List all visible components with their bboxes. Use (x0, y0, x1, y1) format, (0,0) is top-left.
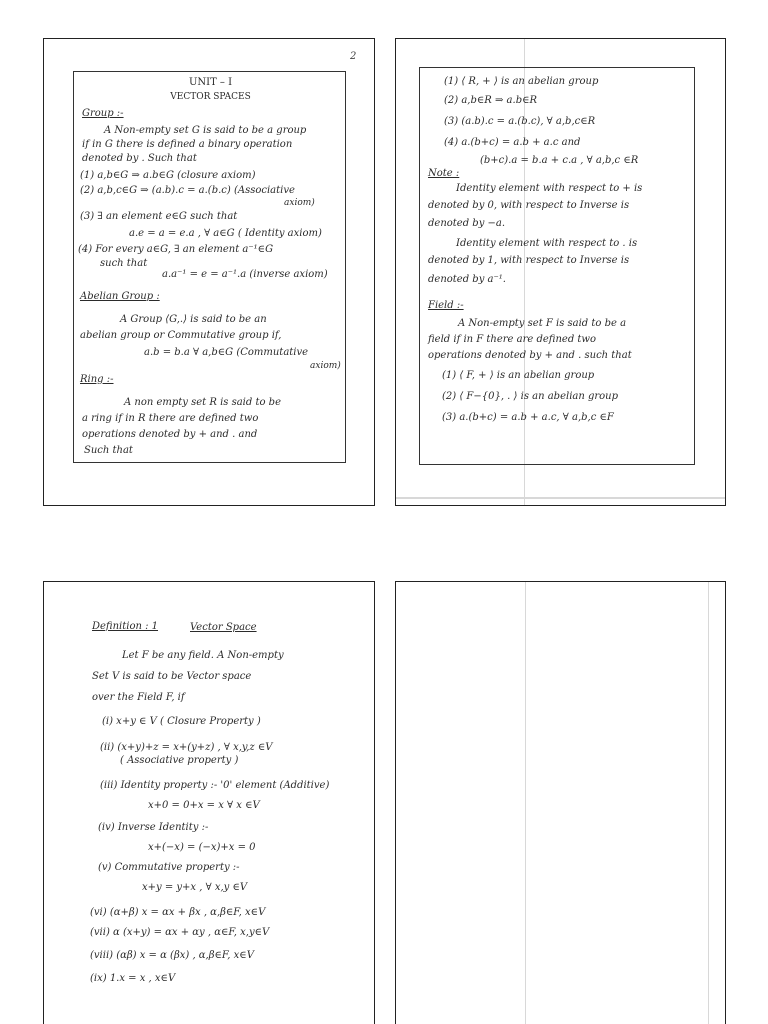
abelian-def-line: A Group ⟨G,.⟩ is said to be an (120, 314, 267, 325)
ring-def-line: a ring if in R there are defined two (82, 413, 259, 424)
property-line: (vii) α (x+y) = αx + αy , α∈F, x,y∈V (90, 927, 270, 938)
ring-axiom-line: (2) a,b∈R ⇒ a.b∈R (444, 95, 538, 106)
page-title: VECTOR SPACES (170, 92, 251, 102)
axiom-line: (2) a,b,c∈G ⇒ (a.b).c = a.(b.c) (Associative (80, 185, 295, 196)
axiom-line: such that (100, 258, 148, 269)
ring-axiom-line: (b+c).a = b.a + c.a , ∀ a,b,c ∈R (480, 155, 639, 166)
group-def-line: denoted by . Such that (82, 153, 197, 164)
ring-axiom-line: (3) (a.b).c = a.(b.c), ∀ a,b,c∈R (444, 116, 596, 127)
page-1 (43, 38, 375, 506)
property-line: x+y = y+x , ∀ x,y ∈V (142, 882, 248, 893)
field-line: operations denoted by + and . such that (428, 350, 632, 361)
property-line: x+0 = 0+x = x ∀ x ∈V (148, 800, 260, 811)
ring-def-line: operations denoted by + and . and (82, 429, 258, 440)
page-1-content-frame (73, 71, 346, 463)
abelian-def-line: axiom) (310, 361, 341, 371)
property-line: (viii) (αβ) x = α (βx) , α,β∈F, x∈V (90, 950, 254, 961)
field-line: (1) ⟨ F, + ⟩ is an abelian group (442, 370, 595, 381)
group-def-line: A Non-empty set G is said to be a group (104, 125, 307, 136)
group-heading: Group :- (82, 108, 124, 119)
axiom-line: (3) ∃ an element e∈G such that (80, 211, 238, 222)
definition-name: Vector Space (190, 622, 257, 633)
axiom-line: a.a⁻¹ = e = a⁻¹.a (inverse axiom) (162, 269, 328, 280)
axiom-line: (4) For every a∈G, ∃ an element a⁻¹∈G (78, 244, 274, 255)
intro-line: over the Field F, if (92, 692, 185, 703)
axiom-line: axiom) (284, 198, 315, 208)
property-line: (i) x+y ∈ V ( Closure Property ) (102, 716, 261, 727)
abelian-def-line: a.b = b.a ∀ a,b∈G (Commutative (144, 347, 309, 358)
page-2-content-frame (419, 67, 695, 465)
note-heading: Note : (428, 168, 460, 179)
property-line: (iii) Identity property :- '0' element (Additive) (100, 780, 330, 791)
field-line: field if in F there are defined two (428, 334, 596, 345)
property-line: (iv) Inverse Identity :- (98, 822, 209, 833)
abelian-group-heading: Abelian Group : (80, 291, 160, 302)
note-line: denoted by 0, with respect to Inverse is (428, 200, 630, 211)
note-line: Identity element with respect to + is (456, 183, 643, 194)
note-line: denoted by −a. (428, 218, 506, 229)
scan-fold-line (525, 582, 526, 1024)
axiom-line: (1) a,b∈G ⇒ a.b∈G (closure axiom) (80, 170, 256, 181)
abelian-def-line: abelian group or Commutative group if, (80, 330, 282, 341)
ring-axiom-line: (4) a.(b+c) = a.b + a.c and (444, 137, 581, 148)
intro-line: Set V is said to be Vector space (92, 671, 252, 682)
property-line: (ii) (x+y)+z = x+(y+z) , ∀ x,y,z ∈V (100, 742, 273, 753)
field-line: (3) a.(b+c) = a.b + a.c, ∀ a,b,c ∈F (442, 412, 614, 423)
page-4-blank (395, 581, 726, 1024)
axiom-line: a.e = a = e.a , ∀ a∈G ( Identity axiom) (129, 228, 322, 239)
property-line: (ix) 1.x = x , x∈V (90, 973, 176, 984)
field-line: (2) ⟨ F−{0}, . ⟩ is an abelian group (442, 391, 619, 402)
field-line: A Non-empty set F is said to be a (458, 318, 627, 329)
unit-title: UNIT – I (188, 77, 233, 88)
page-3 (43, 581, 375, 1024)
note-line: denoted by a⁻¹. (428, 274, 506, 285)
field-heading: Field :- (428, 300, 464, 311)
group-def-line: if in G there is defined a binary operation (82, 139, 293, 150)
note-line: denoted by 1, with respect to Inverse is (428, 255, 630, 266)
note-line: Identity element with respect to . is (456, 238, 638, 249)
property-line: (v) Commutative property :- (98, 862, 240, 873)
ring-def-line: A non empty set R is said to be (124, 397, 282, 408)
page-number: 2 (350, 51, 357, 62)
scan-edge-line (396, 497, 726, 499)
ring-def-line: Such that (84, 445, 133, 456)
ring-axiom-line: (1) ⟨ R, + ⟩ is an abelian group (444, 76, 599, 87)
scan-edge-line (708, 582, 709, 1024)
property-line: (vi) (α+β) x = αx + βx , α,β∈F, x∈V (90, 907, 266, 918)
ring-heading: Ring :- (80, 374, 114, 385)
intro-line: Let F be any field. A Non-empty (122, 650, 284, 661)
page-2 (395, 38, 726, 506)
property-line: x+(−x) = (−x)+x = 0 (148, 842, 256, 853)
definition-label: Definition : 1 (92, 621, 159, 632)
property-line: ( Associative property ) (120, 755, 239, 766)
